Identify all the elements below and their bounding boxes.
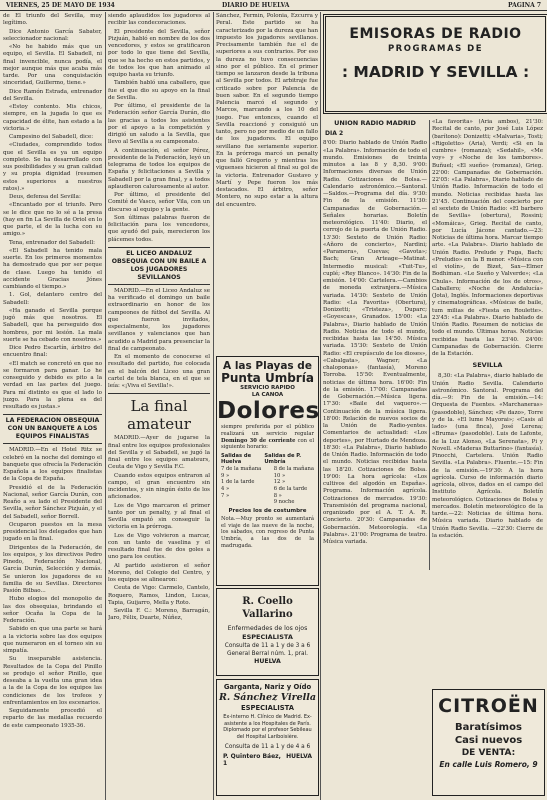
paragraph: «Ha ganado el Sevilla porque jugó más que nosotros. El Sabadell, que ha perseguido dos hombres, por mi lesión. La mala suerte se ha cebado con nosotros.» xyxy=(3,307,102,343)
ad-subtitle: SERVICIO RAPIDO xyxy=(240,385,295,391)
doctor-name: R. Sánchez Virella xyxy=(218,692,317,703)
office-hours: Consulta de 11 a 1 y de 3 a 6 xyxy=(224,643,311,649)
page-header xyxy=(0,0,547,11)
ad-note: Nota.—Muy pronto se aumentará el viaje de las nueve de la noche, los sábados, con regreso de Punta Umbría, a las dos de la madrugada. xyxy=(221,515,314,549)
coello-doctor-ad xyxy=(216,588,319,676)
paragraph: También habló una caballero, que fue el que dio su apoyo en la final de Sevilla. xyxy=(108,80,210,101)
paragraph: Los de Vigo volvieron a marcar, con un tanto de vaselina y el resultado final fue de dos goles a uno para los ceutíes. xyxy=(108,532,210,561)
paragraph: Dice Antonio García Sabater, seleccionador nacional: xyxy=(3,28,102,42)
paragraph: Son últimas palabras fueron de felicitación para los vencedores, que ayudó del país, merecieron los plácemes todos. xyxy=(108,214,210,243)
paragraph: Por último, el presidente de la Federación señor García Durán, dio las gracias a todos los asistentes por el apoyo a la competición y dirigió un saludo a la Sevilla, que llevo al Sevilla a su campeonato. xyxy=(108,103,210,146)
column-rule xyxy=(105,12,106,800)
paragraph: «No he habido más que un equipo, el Sevilla. El Sabadell, ni final invencible, nunca podía, el mejor aunque más que acaba más tarde. Por una conquistación sinceridad, Guillermo, tiene.» xyxy=(3,44,102,87)
header-paper-name: DIARIO DE HUELVA xyxy=(222,2,290,9)
paragraph: Sevilla F. C.: Moreno, Barragán, Jaro, Félix, Duarte, Núñez, xyxy=(108,608,210,622)
paragraph: Seguidamente procedió el reparto de las medallas recuerdo de este campeonato 1935-36. xyxy=(3,708,102,729)
brand-logo: CITROËN xyxy=(438,695,539,717)
day-label: DIA 2 xyxy=(325,130,344,137)
column-3-text xyxy=(216,13,318,353)
section-heading: EL LICEO ANDALUZ OBSEQUIA CON UN BAILE A LOS JUGADORES SEVILLANOS xyxy=(108,247,210,285)
ad-body-text: siempre preferida por el público realizará un servicio regular xyxy=(221,424,314,437)
citroen-ad xyxy=(432,689,545,796)
column-rule xyxy=(213,12,214,800)
ad-boat-name: Dolores xyxy=(217,398,320,424)
ad-line: Casi nuevos xyxy=(454,735,523,746)
ad-body-text: con el siguiente horario: xyxy=(221,437,314,451)
schedule-row: 4 » xyxy=(221,485,230,492)
paragraph: MADRID.—Ayer de jugarse la final entre los equipos profesionales del Sevilla y el Sabadell, se jugó la final entre los equipos amateurs, Ceuta de Vigo y Sevilla F.C. xyxy=(108,435,210,471)
ad-title-line: A las Playas de xyxy=(223,360,312,372)
schedule-col-umbria xyxy=(274,466,314,506)
section-heading: SEVILLA xyxy=(472,361,503,370)
specialty: Garganta, Nariz y Oído xyxy=(223,683,312,691)
paragraph: Tena, entrenador del Sabadell: xyxy=(9,239,96,246)
radio-subtitle: PROGRAMAS DE xyxy=(387,44,484,54)
schedule-row: 10 » xyxy=(273,472,286,479)
paragraph: «El Sabadell ha tenido mala suerte. En los primeros momentos ha demostrado que por ser peque de clase. Luego ha tenido el accidente Gracias Jónes cambiando el tiempo.» xyxy=(3,247,102,290)
specialist-label: ESPECIALISTA xyxy=(240,704,295,712)
paragraph: «El match se concretó en que no se formaron para ganar. Lo he conseguido y debido es pito a la verdad en las partes del juego. Para mí distinto es que el lado lo juzgo. Para la plena es del resultado es justas.» xyxy=(3,360,102,410)
office-hours: Consulta de 11 a 1 y de 4 a 6 xyxy=(224,744,311,750)
ad-subtitle: LA CANOA xyxy=(251,392,284,398)
schedule-col-huelva xyxy=(221,466,261,506)
ad-date: Domingo 30 de corriente xyxy=(221,437,296,444)
ad-address: En calle Luis Romero, 9 xyxy=(439,760,538,769)
header-date: VIERNES, 25 DE MAYO DE 1934 xyxy=(6,2,115,9)
paragraph: Dice Ramón Estrada, entrenador del Sevilla. xyxy=(3,88,102,102)
paragraph: Cuando estos equipos entraron al campo, el gran encuentro sin incidentes, y sin ningún éxito de los aficionados. xyxy=(108,472,210,501)
schedule-row: 8 » xyxy=(273,492,282,499)
ad-schedule-table xyxy=(217,465,318,506)
header-page-number: PAGINA 7 xyxy=(508,2,542,9)
address: P. Quintero Báez, 1 xyxy=(223,753,281,767)
paragraph: siendo aplaudidos los jugadores al recibir las condecoraciones. xyxy=(108,13,210,27)
column-rule xyxy=(320,12,321,800)
paragraph: Dice Pedro Escartín, árbitro del encuentro final: xyxy=(3,345,102,359)
paragraph: Dirigentes de la Federación, de los equipos, y los directivos Pedro Pinedo, Federación Nacional, García Durán, Selección y demás. Se unieron los jugadores de su familia de su Sevillas. Directores Pasión Bilbao... xyxy=(3,544,102,594)
paragraph: «Encantado por el triunfo. Pero se le dice que no lo sé a la presa (hay en fin La Sevilla de Oriol en lo que parte, el de la lucha con su amigo.» xyxy=(3,202,102,238)
radio-cities: : MADRID Y SEVILLA : xyxy=(341,63,530,81)
city: HUELVA xyxy=(254,658,281,665)
address: General Berral núm. 1, pral. xyxy=(226,651,309,657)
article-title: La final amateur xyxy=(108,393,210,433)
paragraph: de El triunfo del Sevilla, muy legítimo. xyxy=(3,13,102,27)
schedule-row: 8 de la mañana xyxy=(273,466,314,473)
paragraph: A continuación, el señor Pérez, presidente de la Federación, leyó un telegrama de todos los equipos de España y felicitaciones a Sevilla y Sabadell por la gran final, y a todos aplaudieron calurosamente al autor. xyxy=(108,147,210,190)
schedule-row: 6 de la tarde xyxy=(273,485,308,492)
doctor-name: R. Coello Vallarino xyxy=(242,596,293,620)
schedule-row: 9 noche xyxy=(273,499,295,506)
station-name: UNION RADIO MADRID xyxy=(334,119,416,127)
schedule-row: 7 de la mañana xyxy=(221,466,262,473)
schedule-header: Salidas de P. Umbría xyxy=(264,453,302,466)
radio-title: EMISORAS DE RADIO xyxy=(349,26,522,42)
credentials: Ex-interno H. Clínico de Madrid. Ex-asistente a los Hospitales de París. Diplomado por el profesor Sebileau del Hospital Lariboisière. xyxy=(223,714,312,740)
paragraph: «Estoy contento. Mis chicos, siempre, en la jugada lo que es capacidad de élite, han estado a la victoria.» xyxy=(3,104,102,132)
column-1 xyxy=(3,13,102,798)
paragraph: El presidente del Sevilla, señor Pizjuán, habló en nombre de los dos vencedores, y estos se gratificaron por todo lo que tiene del Sevilla, que se ha hecho en estos partidos, y de todos los que han animado al equipo hasta su triunfo. xyxy=(108,28,210,78)
paragraph: 1. Gol, delantero centro del Sabadell: xyxy=(3,292,102,306)
paragraph: Sánchez, Fermín, Polonia, Ezcurra y Peral. Este partido se ha caracterizado por la dureza que han impuesto los jugadores sevillanos. Precisamente también fue el de superiores a sus contrarios. Por eso la dureza no tuvo consecuencias sino por el público. En el primer tiempo se lanzaron desde la tribuna al Sevilla por todos. El arbitraje fue criticado sobre por Palencia de buen sabor. En el segundo tiempo Palencia marcó el segundo y Marcos, marcando a los 10 del juego. Fue entonces, cuando el Sevilla reaccionó y consiguió un tanto, pero no por medio de un fallo de los jugadores. El equipo sevillano fue seriamente superior. En la prórroga marcó un penalty que falló Gregorio y mientras los viguenses hicieron al final su gol de la victoria. Entrenador Gustavo y Martí y Pepe fueron los más destacados. El árbitro, señor Montero, no supo estar a la altura del encuentro. xyxy=(216,13,318,208)
paragraph: MADRID.—En el Liceo Andaluz se ha verificado el domingo un baile extraordinario en honor de los campeones de fútbol del Sevilla. Al que fueron invitados, especialmente, los jugadores sevillanos y valencianos que han acudido a Madrid para presenciar la final de campeonato. xyxy=(108,287,210,352)
paragraph: MADRID.—En el Hotel Ritz se celebró en la noche del domingo el banquete que ofrecía la Federación Española a los equipos finalistas de la Copa de España. xyxy=(3,447,102,483)
paragraph: En el momento de conocerse el resultado del partido, fue colocada en el balcón del Liceo una gran cartel de tela blanca, en el que se leía: «¡Viva el Sevilla!». xyxy=(108,354,210,389)
schedule-text: 8,30: «La Palabra», diario hablado de Unión Radio Sevilla. Calendario astronómico. Santoral. Programa del día.—9: Fin de la emisión.—14: Orquesta de Fuentes. «Marchaneras» (pasodoble), Sánchez; «Pe dazo», Torre y de la. «El lume Mayorai»; «Casis al lado» (una finca), José Lerena; «Bruma» (pasodoble). Luis de Lafonte, de la Luz Alonso, «La Serenata», Pi y Novell. «Maderas Buttarino» (fantasía). Pinocchi, Cartelera. Unión Radio Sevilla. «La Palabra». Fluente.—15: Fin de la emisión.—19'30: A la hora agrícola. Curso de información diario agrícola, olivos, dados en el campo del Instituto Agrícola. Boletín meteorológico. Cotizaciones de Bolsa y mercados. Boletín meteorológico de la tarde.—22: Noticias de última hora. Música variada. Diario hablado de Unión Radio Sevilla. —22'30: Cierre de la estación. xyxy=(432,373,543,539)
ad-body xyxy=(217,424,318,451)
schedule-row: 1 de la tarde xyxy=(221,479,255,486)
paragraph: Hubo elogios del monopolio de las dos obsequias, brindando el señor Ocaña la Copa de la Federación. xyxy=(3,596,102,624)
column-2 xyxy=(108,13,210,798)
ad-title-line: Punta Umbría xyxy=(221,371,314,385)
ad-schedule-headers xyxy=(217,451,318,465)
paragraph: Ceuta de Vigo: Carmelo, Cantelo, Roquero, Ramos, Lindon, Lucas, Tapia, Guijarro, Mella y Roto. xyxy=(108,585,210,606)
schedule-text: 8'00: Diario hablado de Unión Radio «La Palabra». Información de todo el mundo. Emisiones de treinta minutos a las 8 y 8,30. 9'00: Informaciones diversas de Unión Radio. Cotizaciones de Bolsa.—Calendario astronómico.—Santoral.—Saldos.—Programa del día. 9'30: Fin de la emisión. 11'30: Campanadas de Gobernación.—Señales horarias. Boletín meteorológico. 11'40: Diario, el cerrojo de la puerta de Unión Radio. 13'30: Sexteto de Unión Radio: «Añoro de concierto», Nardini; «Paramera», Cuevas; «Gavota»; Bach; Gran Arteage—Matinat. Intermedio musical: «Tuit-Tu», cuplé; «Rey Blanco». 14'30: Fin de la emisión. 14'00: Cartelera.—Cambios de moneda extranjera.—Música variada. 14'30: Sexteto de Unión Radio: «La Favorita» (Obertura), Donizetti; «Tristeza», Duparc; «Goyescas», Granados. 15'00: «La Palabra», Diario hablado de Unión Radio. Noticias de todo el mundo, recibidas hasta las 14'50. Música variada. 15'30: Sexteto de Unión Radio: «El crepúsculo de los dioses», «Cabalgata», Wagner; «La chaloponas» (fantasía), Moreno Torroba. 15'50: Eventualmente, noticias de última hora. 16'00: Fin de la emisión. 17'00: Campanadas de Gobernación.—Música ligera. 17'30: «Baile del vaquero».—Continuación de la música ligera. 18'00: Relación de nuevos socios de la Unión de Radio-yentes. Comentarios de actualidad: «Los deportes», por Hurtado de Mendoza. 18'30: «La Palabra», Diario hablado de Unión Radio. Información de todo el mundo. Noticias recibidas hasta las 18'20. Cotizaciones de Bolsa. 19'00: La hora agrícola: «Los cultivos del algodón en España». Programa. Información agrícola. Cotizaciones de mercados. 19'30: Transmisión del programa nacional, organizado por el A. T. A. R. Concierto. 20'30: Campanadas de Gobernación. Meteorología. «La Palabra». 21'00: Programa de teatro. Música variada. xyxy=(323,140,427,545)
paragraph: Por último, el presidente del Comité de Vasco, señor Vila, con un discurso al equipo y la gente. xyxy=(108,192,210,213)
specialty: Enfermedades de los ojos xyxy=(227,625,308,632)
schedule-row: 7 » xyxy=(221,492,230,499)
paragraph: Campesino del Sabadell, dice: xyxy=(9,134,94,140)
paragraph: Deus, defensa del Sevilla: xyxy=(9,194,81,200)
section-heading: LA FEDERACION OBSEQUIA CON UN BANQUETE A LOS EQUIPOS FINALISTAS xyxy=(3,414,102,444)
column-5-radio xyxy=(432,119,543,571)
schedule-row: 12 » xyxy=(273,479,286,486)
paragraph: «Ciudades, comprendido todos que el Sevilla es ya un equipo completo. Se ha desarrollado con sus posibilidades y su gran calidad y su propia dignidad (resumen estos superiores a nuestros ratos).» xyxy=(3,142,102,192)
ad-line: Baratísimos xyxy=(455,722,522,733)
city: HUELVA xyxy=(286,753,312,760)
sanchez-doctor-ad xyxy=(216,679,319,796)
schedule-header: Salidas de Huelva xyxy=(221,453,252,466)
paragraph: Al partido asistieron el señor Moreno, del Colegio del Centro, y los equipos se alinearon: xyxy=(108,562,210,583)
paragraph: Presidió el de la Federación Nacional, señor García Durán, con Reaño a su lado el Presidente del Sevilla, señor Sánchez Pizjuán, y el del Sabadell, señor Borrell. xyxy=(3,484,102,520)
schedule-row: 9 » xyxy=(221,472,230,479)
paragraph: Sabido en que una parte se hará a la victoria sobre las dos equipos que numeraron en el torneo sin su simpatía. xyxy=(3,626,102,654)
column-rule xyxy=(429,120,430,570)
column-4-radio-madrid xyxy=(323,119,427,797)
ad-prices: Precios los de costumbre xyxy=(228,507,307,514)
specialist-label: ESPECIALISTA xyxy=(242,633,293,641)
punta-umbria-ad xyxy=(216,356,319,586)
schedule-text: «La favorita» (Aria ambos), 21'30: Recital de canto, por José Luis López (barítono): Donizetti; «Malvaria», Tosti; «Rigoletto» (Aria), Verdi; «Si en la cumbre» (romanza); «Sedahil», «Me voy» y «Noche de los tambores». Buñuel; «El sueño» (romanza), Grieg. 22'00: Campanadas de Gobernación. 22'05: «La Palabra», Diario hablado de Unión Radio. Información de todo el mundo. Noticias recibidas hasta las 21'45. Continuación del concierto por el sexteto de Unión Radio: «El barbero de Sevilla» (obertura), Rossini; «Momáica», Grieg. Recital de canto, por Lucía Jácone cantado.—23: Noticias de última hora. Marcar tiempo arte. «La Palabra». Diario hablado de Unión Radio. Prelude y Fuga, Bach; «Preludio» en la B menor. «Música con el violín», de Bizet, Sax—Elmer Bodhiman. «Le Sueño y Valverde»; «La Chula». Información de los de otros», Caballero; «Noche de Andalucía» (Jota), Inglés. Informaciones deportivas y cinematográficas. «Músicas de baile, tum milias de «Fiesta en Roulette». 23'45: «La Palabra». Diario hablado de Unión Radio. Resumen de noticias de todo el mundo. Últimas horas. Noticias recibidas hasta las 23'40. 24'00: Campanadas de Gobernación. Cierre de la Estación. xyxy=(432,119,543,357)
radio-header-box xyxy=(323,14,547,114)
address-line xyxy=(217,751,318,769)
paragraph: Ocuparon puestos en la mesa presidencial los delegados que han jugado en la final. xyxy=(3,521,102,543)
paragraph: Su inseparable asistencia. Resultados de la Copa del Pinillo se produjo el señor Pinillo, que deseaba a la vuelta una gran idea a la de la Copa de los equipos las condiciones de los trofeos y enfrentamientos en los escenarios. xyxy=(3,656,102,706)
ad-line: DE VENTA: xyxy=(461,748,516,758)
paragraph: Los de Vigo marcaron el primer tanto por un penalty, y al final el Sevilla empató sin conseguir la victoria en la prórroga. xyxy=(108,502,210,531)
